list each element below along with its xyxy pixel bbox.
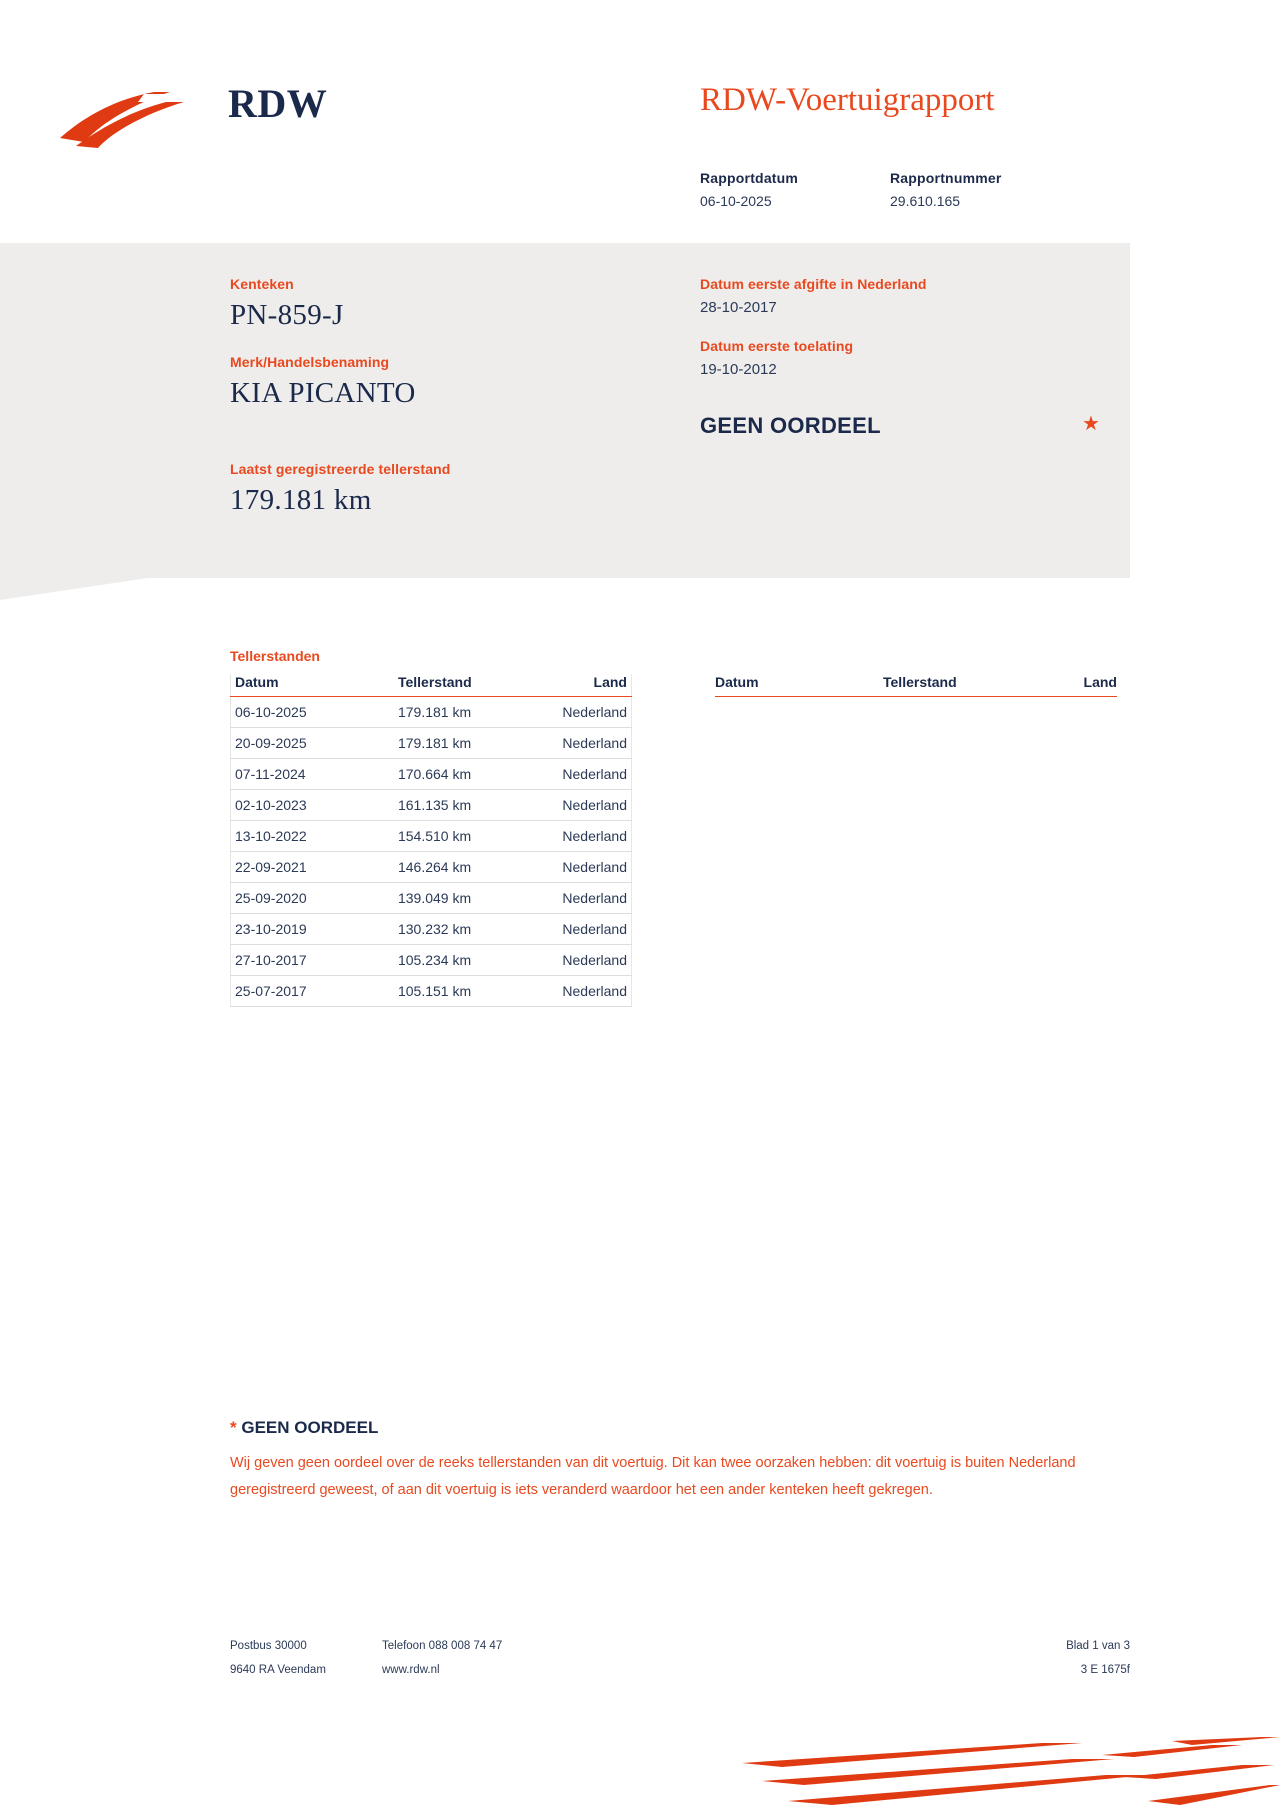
merk-label: Merk/Handelsbenaming [230,354,390,370]
vehicle-identity-column [230,276,416,410]
cell-tellerstand: 179.181 km [398,728,535,759]
cell-datum: 02-10-2023 [231,790,398,821]
last-odometer-block [230,461,450,517]
verdict-star-icon: ★ [1082,413,1100,435]
meta-report-number-label: Rapportnummer [890,170,1002,186]
table-row [231,759,632,790]
footnote-section [230,1418,1120,1504]
table-header-row [715,674,1117,697]
document-footer [230,1640,1130,1688]
table-header-row [231,674,632,697]
table-row [231,728,632,759]
table-row [231,697,632,728]
eerste-toelating-label: Datum eerste toelating [700,338,854,354]
eerste-afgifte-value: 28-10-2017 [700,299,777,316]
footer-stripes-decoration-icon [742,1735,1280,1810]
meta-report-date [700,170,850,209]
odometer-table-left [230,648,632,1007]
footer-website-link[interactable]: www.rdw.nl [382,1664,440,1676]
cell-datum: 06-10-2025 [231,697,398,728]
odometer-table-right [715,674,1117,697]
cell-tellerstand: 105.151 km [398,976,535,1007]
merk-value: KIA PICANTO [230,377,416,409]
cell-land: Nederland [535,728,632,759]
cell-land: Nederland [535,790,632,821]
cell-land: Nederland [535,759,632,790]
footer-doc-code: 3 E 1675f [1080,1664,1130,1676]
footer-address-line1: Postbus 30000 [230,1640,307,1652]
cell-tellerstand: 146.264 km [398,852,535,883]
cell-tellerstand: 139.049 km [398,883,535,914]
band-notch-decoration [0,578,148,600]
document-header [0,40,1280,209]
kenteken-value: PN-859-J [230,299,344,331]
footer-address-line2: 9640 RA Veendam [230,1664,326,1676]
report-title: RDW-Voertuigrapport [700,82,995,118]
cell-land: Nederland [535,852,632,883]
odometer-left-body [231,697,632,1007]
cell-datum: 20-09-2025 [231,728,398,759]
meta-report-date-value: 06-10-2025 [700,193,772,209]
cell-land: Nederland [535,697,632,728]
eerste-afgifte-label: Datum eerste afgifte in Nederland [700,276,927,292]
vehicle-dates-column [700,276,927,378]
column-header-tellerstand: Tellerstand [883,674,1023,697]
table-row [231,821,632,852]
kenteken-label: Kenteken [230,276,294,292]
cell-datum: 07-11-2024 [231,759,398,790]
cell-tellerstand: 170.664 km [398,759,535,790]
table-row [231,976,632,1007]
cell-land: Nederland [535,945,632,976]
meta-report-number-value: 29.610.165 [890,193,961,209]
odometer-table-caption: Tellerstanden [230,648,320,664]
column-header-datum: Datum [715,674,883,697]
footnote-star-icon: * [230,1418,237,1437]
column-header-land: Land [1023,674,1117,697]
footer-contact-line1: Telefoon 088 008 74 47 [382,1640,503,1652]
cell-datum: 13-10-2022 [231,821,398,852]
table-row [231,914,632,945]
cell-datum: 27-10-2017 [231,945,398,976]
footer-row-2 [230,1664,1130,1676]
footer-page-info: Blad 1 van 3 [1066,1640,1130,1652]
table-row [231,945,632,976]
vehicle-summary-band [0,243,1130,578]
cell-tellerstand: 179.181 km [398,697,535,728]
rdw-wordmark: RDW [228,81,328,126]
table-row [231,790,632,821]
footnote-title-text: GEEN OORDEEL [241,1418,379,1437]
cell-tellerstand: 105.234 km [398,945,535,976]
column-header-datum: Datum [231,674,398,697]
cell-datum: 25-07-2017 [231,976,398,1007]
meta-report-number [890,170,1040,209]
footnote-title [230,1418,1120,1438]
report-meta [700,170,1040,209]
verdict-status-badge: GEEN OORDEEL [700,413,881,438]
cell-tellerstand: 161.135 km [398,790,535,821]
table-row [231,852,632,883]
odometer-table-left-table [230,674,632,1007]
cell-land: Nederland [535,914,632,945]
cell-datum: 25-09-2020 [231,883,398,914]
cell-land: Nederland [535,976,632,1007]
cell-tellerstand: 130.232 km [398,914,535,945]
cell-land: Nederland [535,883,632,914]
table-row [231,883,632,914]
cell-datum: 23-10-2019 [231,914,398,945]
last-odometer-value: 179.181 km [230,484,372,516]
column-header-tellerstand: Tellerstand [398,674,535,697]
last-odometer-label: Laatst geregistreerde tellerstand [230,461,451,477]
rdw-swoosh-logo-icon [58,88,188,150]
footnote-body: Wij geven geen oordeel over de reeks tellerstanden van dit voertuig. Dit kan twee oorzaken hebben: dit voertuig is buiten Nederland geregistreerd geweest, of aan dit voertuig is iets veranderd waardoor het een ander kenteken heeft gekregen. [230,1455,1076,1498]
column-header-land: Land [535,674,632,697]
cell-tellerstand: 154.510 km [398,821,535,852]
odometer-table-right-table [715,674,1117,697]
meta-report-date-label: Rapportdatum [700,170,799,186]
cell-datum: 22-09-2021 [231,852,398,883]
cell-land: Nederland [535,821,632,852]
eerste-toelating-value: 19-10-2012 [700,361,777,378]
footer-row-1 [230,1640,1130,1652]
